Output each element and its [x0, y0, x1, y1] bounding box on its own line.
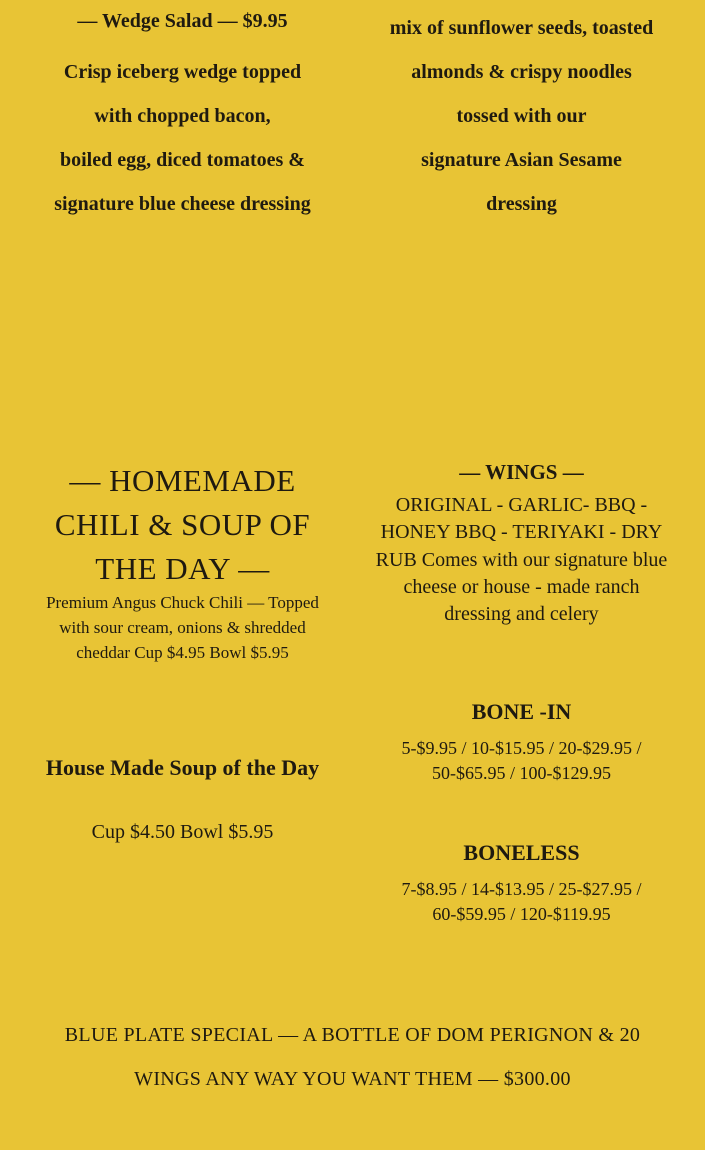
bone-in-prices: 5-$9.95 / 10-$15.95 / 20-$29.95 / 50-$65.95 / 100-$129.95	[401, 738, 642, 783]
soup-title: House Made Soup of the Day	[45, 755, 320, 780]
asian-salad-desc-line: signature Asian Sesame	[421, 149, 622, 171]
chili-section-title	[30, 459, 335, 591]
boneless-prices: 7-$8.95 / 14-$13.95 / 25-$27.95 / 60-$59.95 / 120-$119.95	[401, 879, 642, 924]
special-line: WINGS ANY WAY YOU WANT THEM — $300.00	[134, 1068, 571, 1090]
wedge-salad-desc-line: Crisp iceberg wedge topped	[63, 61, 302, 83]
chili-title-line: — HOMEMADE	[69, 463, 296, 498]
wedge-salad-description	[30, 50, 335, 226]
soup-price: Cup $4.50 Bowl $5.95	[91, 821, 274, 843]
asian-salad-description	[370, 6, 673, 226]
wings-section-title: — WINGS —	[459, 460, 584, 484]
bone-in-title: BONE -IN	[471, 699, 572, 724]
wedge-salad-title: — Wedge Salad — $9.95	[77, 10, 288, 32]
special-line: BLUE PLATE SPECIAL — A BOTTLE OF DOM PERIGNON & 20	[64, 1024, 641, 1046]
chili-title-line: THE DAY —	[95, 551, 270, 586]
asian-salad-desc-line: dressing	[486, 193, 557, 215]
blue-plate-special	[20, 1013, 685, 1101]
wedge-salad-desc-line: signature blue cheese dressing	[54, 193, 311, 215]
chili-description: Premium Angus Chuck Chili — Topped with sour cream, onions & shredded cheddar Cup $4.95 Bowl $5.95	[46, 593, 319, 662]
wedge-salad-desc-line: boiled egg, diced tomatoes &	[60, 149, 305, 171]
boneless-title: BONELESS	[463, 840, 580, 865]
wedge-salad-desc-line: with chopped bacon,	[94, 105, 271, 127]
asian-salad-desc-line: mix of sunflower seeds, toasted	[389, 17, 654, 39]
chili-title-line: CHILI & SOUP OF	[54, 507, 311, 542]
asian-salad-desc-line: almonds & crispy noodles	[411, 61, 632, 83]
wings-description: ORIGINAL - GARLIC- BBQ - HONEY BBQ - TERIYAKI - DRY RUB Comes with our signature blue cheese or house - made ranch dressing and celery	[375, 494, 668, 626]
asian-salad-desc-line: tossed with our	[456, 105, 587, 127]
